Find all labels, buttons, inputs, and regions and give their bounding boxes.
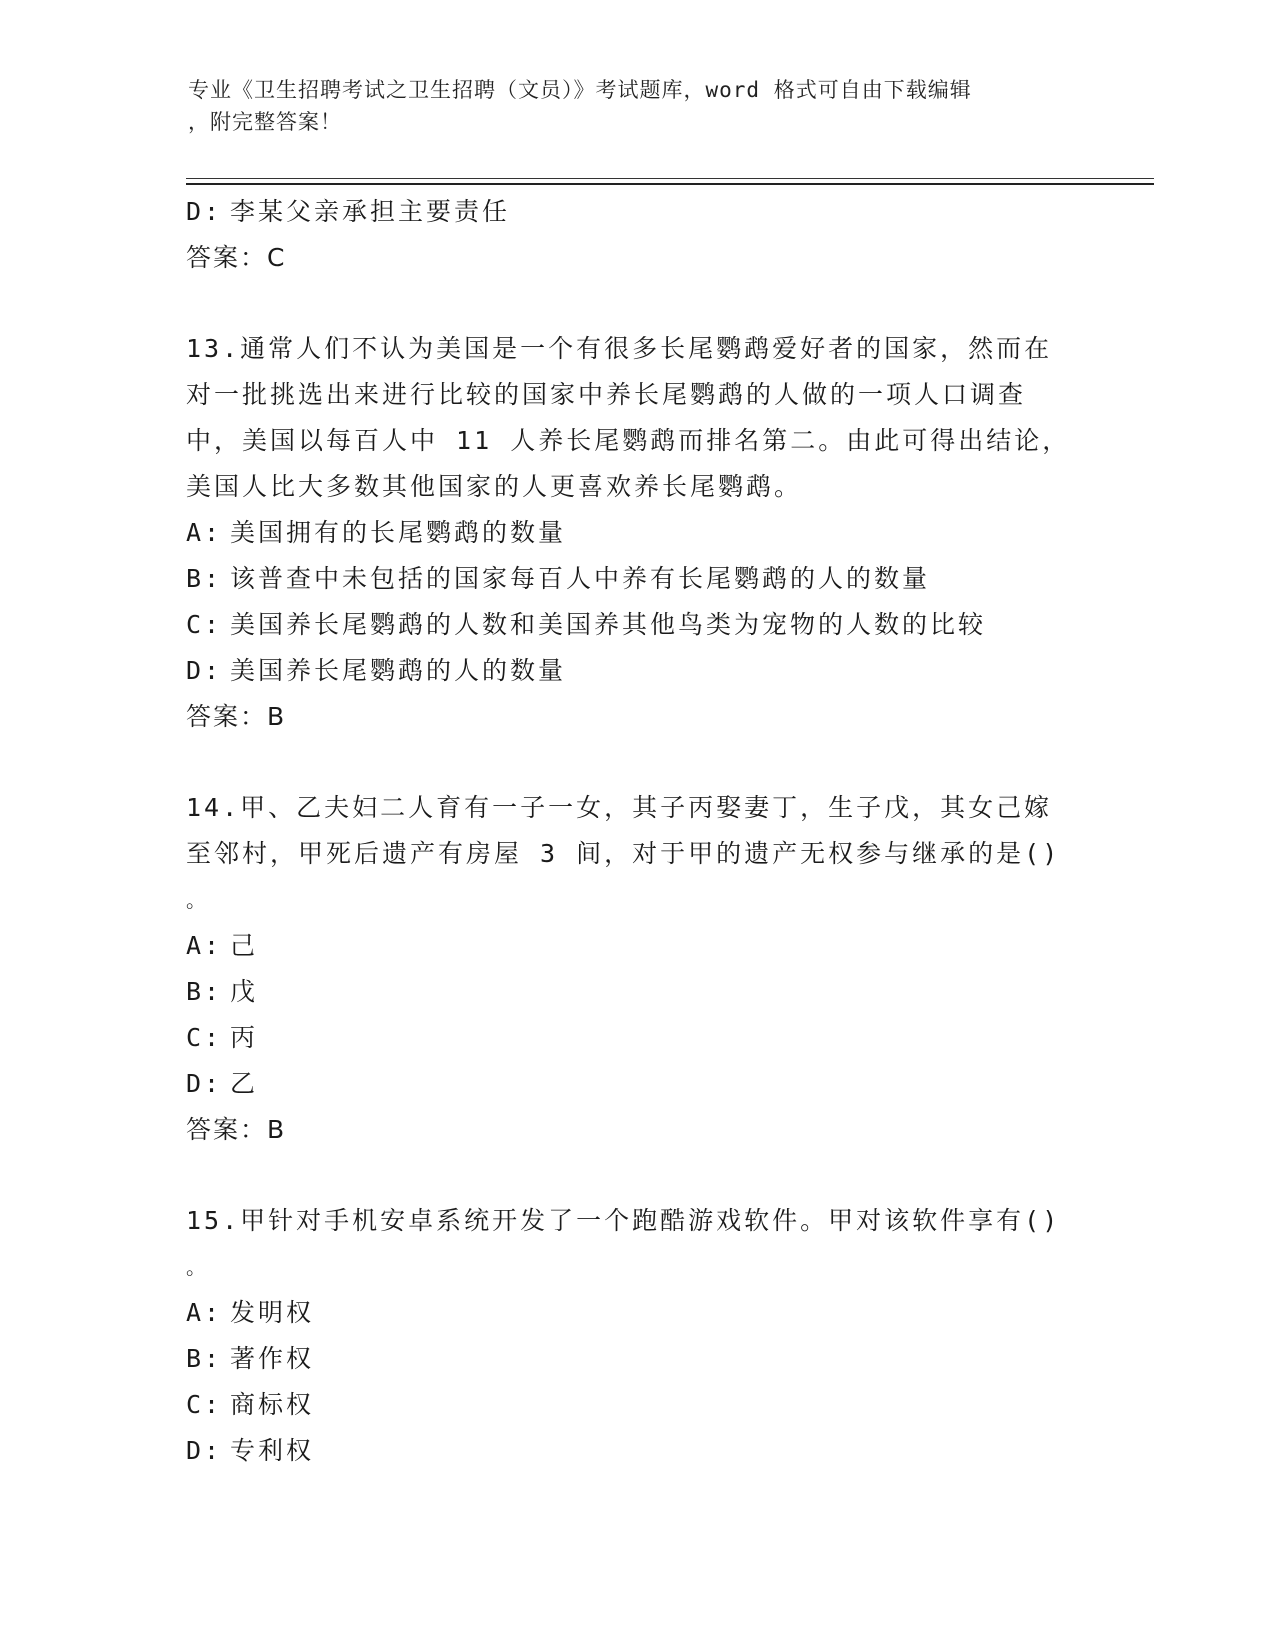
answer-line: 答案：B [186,702,287,731]
option-label: A: [186,518,223,547]
header-divider-thin [186,178,1154,179]
option-label: B: [186,564,223,593]
option-b [186,1336,1086,1382]
option-label: A: [186,931,223,960]
option-a [186,1290,1086,1336]
option-label: D: [186,1436,223,1465]
option-c [186,1015,1086,1061]
question-stem-line: 美国人比大多数其他国家的人更喜欢养长尾鹦鹉。 [186,472,803,501]
question-15 [186,1198,1086,1474]
option-c [186,602,1086,648]
option-label: B: [186,1344,223,1373]
question-end-mark: 。 [186,1255,206,1279]
option-text: 著作权 [230,1344,315,1373]
option-label: C: [186,610,223,639]
option-b [186,556,1086,602]
option-label: C: [186,1390,223,1419]
question-stem-line: 13.通常人们不认为美国是一个有很多长尾鹦鹉爱好者的国家，然而在 [186,334,1053,363]
header-line-1: 专业《卫生招聘考试之卫生招聘（文员）》考试题库，word 格式可自由下载编辑 [188,78,972,102]
option-text: 乙 [230,1069,259,1098]
option-text: 戊 [230,977,259,1006]
question-12-tail [186,189,1086,281]
option-text: 丙 [230,1023,259,1052]
option-c [186,1382,1086,1428]
option-d [186,1061,1086,1107]
question-end-mark: 。 [186,888,206,912]
header-line-2: ，附完整答案！ [188,110,342,134]
document-header [188,74,1088,138]
question-stem-line: 中，美国以每百人中 11 人养长尾鹦鹉而排名第二。由此可得出结论， [186,426,1071,455]
option-text: 商标权 [230,1390,315,1419]
option-label: D: [186,1069,223,1098]
option-label: B: [186,977,223,1006]
question-stem-line: 对一批挑选出来进行比较的国家中养长尾鹦鹉的人做的一项人口调查 [186,380,1027,409]
option-d [186,648,1086,694]
option-label: C: [186,1023,223,1052]
option-text: 发明权 [230,1298,315,1327]
option-a [186,510,1086,556]
option-d [186,189,1086,235]
option-label: D: [186,197,223,226]
option-d [186,1428,1086,1474]
question-14 [186,785,1086,1153]
option-label: A: [186,1298,223,1327]
document-body [186,189,1086,1474]
question-stem-line: 15.甲针对手机安卓系统开发了一个跑酷游戏软件。甲对该软件享有() [186,1206,1061,1235]
question-13 [186,326,1086,740]
question-stem-line: 至邻村，甲死后遗产有房屋 3 间，对于甲的遗产无权参与继承的是() [186,839,1061,868]
question-stem-line: 14.甲、乙夫妇二人育有一子一女，其子丙娶妻丁，生子戊，其女己嫁 [186,793,1053,822]
option-label: D: [186,656,223,685]
option-text: 己 [230,931,259,960]
option-text: 专利权 [230,1436,315,1465]
option-text: 李某父亲承担主要责任 [230,197,511,226]
option-text: 美国养长尾鹦鹉的人的数量 [230,656,567,685]
option-text: 美国养长尾鹦鹉的人数和美国养其他鸟类为宠物的人数的比较 [230,610,987,639]
header-divider-thick [186,183,1154,185]
option-b [186,969,1086,1015]
option-text: 美国拥有的长尾鹦鹉的数量 [230,518,567,547]
option-a [186,923,1086,969]
answer-line: 答案：C [186,243,287,272]
option-text: 该普查中未包括的国家每百人中养有长尾鹦鹉的人的数量 [230,564,931,593]
answer-line: 答案：B [186,1115,287,1144]
